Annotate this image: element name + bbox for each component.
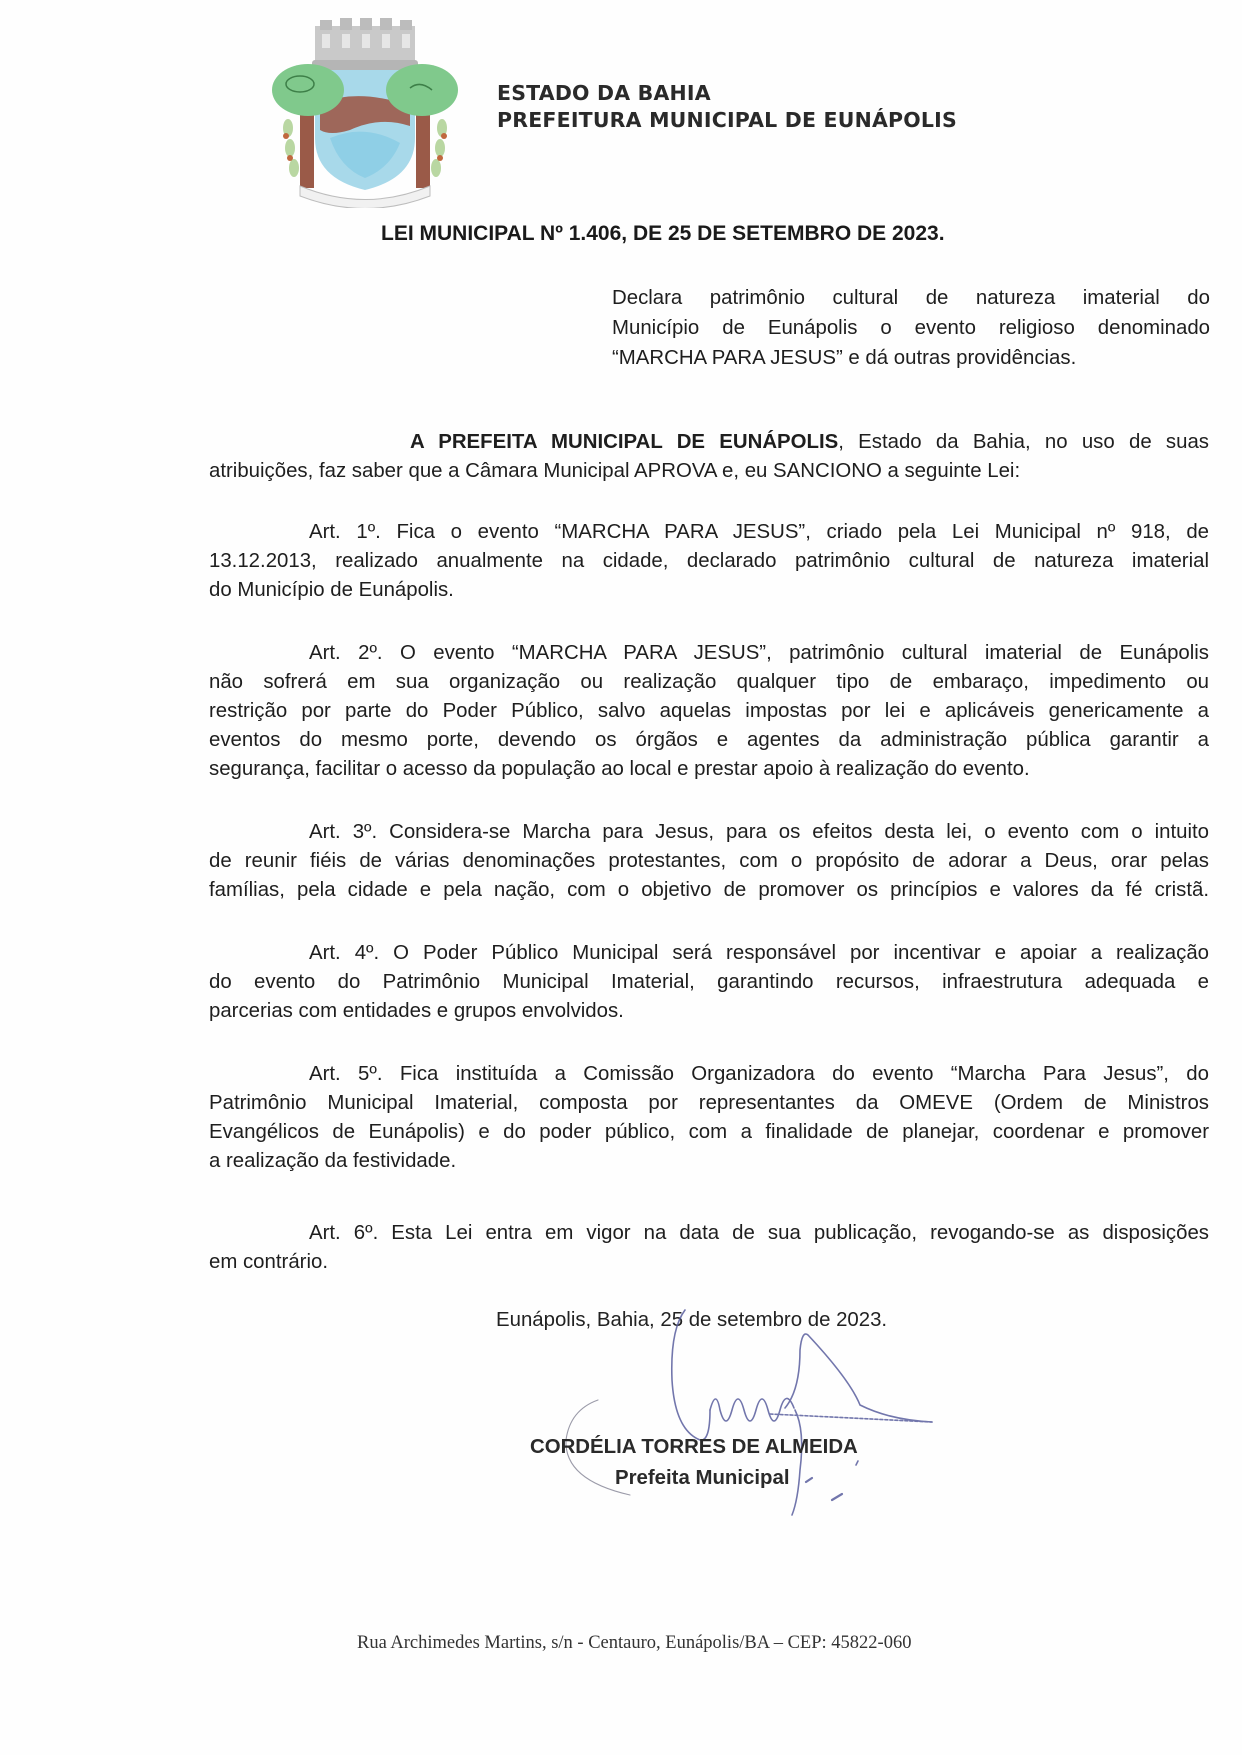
place-and-date: Eunápolis, Bahia, 25 de setembro de 2023. bbox=[496, 1309, 888, 1331]
article-line: do Município de Eunápolis. bbox=[209, 579, 454, 601]
article-line: do evento do Patrimônio Municipal Imaterial, garantindo recursos, infraestrutura adequada e bbox=[209, 971, 1209, 993]
article-line: não sofrerá em sua organização ou realização qualquer tipo de embaraço, impedimento ou bbox=[209, 671, 1209, 693]
article-line: parcerias com entidades e grupos envolvidos. bbox=[209, 1000, 624, 1022]
law-title: LEI MUNICIPAL Nº 1.406, DE 25 DE SETEMBRO DE 2023. bbox=[381, 222, 945, 245]
article-2 bbox=[209, 639, 1209, 784]
article-line: restrição por parte do Poder Público, salvo aquelas impostas por lei e aplicáveis genericamente a bbox=[209, 700, 1209, 722]
article-line: Art. 2º. O evento “MARCHA PARA JESUS”, patrimônio cultural imaterial de Eunápolis bbox=[309, 642, 1209, 664]
signer-name: CORDÉLIA TORRES DE ALMEIDA bbox=[530, 1436, 858, 1458]
law-summary bbox=[612, 283, 1210, 373]
article-6 bbox=[209, 1219, 1209, 1277]
article-line: Art. 1º. Fica o evento “MARCHA PARA JESUS”, criado pela Lei Municipal nº 918, de bbox=[309, 521, 1209, 543]
coat-of-arms-icon bbox=[270, 18, 460, 208]
article-line: Patrimônio Municipal Imaterial, composta por representantes da OMEVE (Ordem de Ministros bbox=[209, 1092, 1209, 1114]
municipality-name: PREFEITURA MUNICIPAL DE EUNÁPOLIS bbox=[497, 108, 957, 132]
article-line: Art. 4º. O Poder Público Municipal será responsável por incentivar e apoiar a realização bbox=[309, 942, 1209, 964]
letterhead bbox=[497, 80, 957, 134]
article-line: em contrário. bbox=[209, 1251, 328, 1273]
preamble-line: atribuições, faz saber que a Câmara Municipal APROVA e, eu SANCIONO a seguinte Lei: bbox=[209, 460, 1021, 482]
article-line: Art. 5º. Fica instituída a Comissão Organizadora do evento “Marcha Para Jesus”, do bbox=[309, 1063, 1209, 1085]
article-line: segurança, facilitar o acesso da população ao local e prestar apoio à realização do evento. bbox=[209, 758, 1030, 780]
article-line: Evangélicos de Eunápolis) e do poder público, com a finalidade de planejar, coordenar e promover bbox=[209, 1121, 1209, 1143]
article-1 bbox=[209, 518, 1209, 605]
preamble bbox=[209, 428, 1209, 486]
article-line: famílias, pela cidade e pela nação, com o objetivo de promover os princípios e valores da fé cristã. bbox=[209, 879, 1209, 901]
state-name: ESTADO DA BAHIA bbox=[497, 81, 711, 105]
article-line: Art. 6º. Esta Lei entra em vigor na data de sua publicação, revogando-se as disposições bbox=[309, 1222, 1209, 1244]
preamble-lead: A PREFEITA MUNICIPAL DE EUNÁPOLIS bbox=[410, 431, 839, 453]
summary-line: Declara patrimônio cultural de natureza imaterial do bbox=[612, 287, 1210, 309]
article-5 bbox=[209, 1060, 1209, 1176]
article-line: Art. 3º. Considera-se Marcha para Jesus, para os efeitos desta lei, o evento com o intuito bbox=[309, 821, 1209, 843]
article-line: 13.12.2013, realizado anualmente na cidade, declarado patrimônio cultural de natureza imaterial bbox=[209, 550, 1209, 572]
article-line: a realização da festividade. bbox=[209, 1150, 457, 1172]
crown-icon bbox=[312, 18, 418, 70]
article-line: de reunir fiéis de várias denominações protestantes, com o propósito de adorar a Deus, orar pelas bbox=[209, 850, 1209, 872]
preamble-line bbox=[209, 428, 1209, 457]
footer-address: Rua Archimedes Martins, s/n - Centauro, Eunápolis/BA – CEP: 45822-060 bbox=[357, 1633, 912, 1653]
article-3 bbox=[209, 818, 1209, 905]
summary-line: “MARCHA PARA JESUS” e dá outras providências. bbox=[612, 347, 1077, 369]
article-line: eventos do mesmo porte, devendo os órgãos e agentes da administração pública garantir a bbox=[209, 729, 1209, 751]
signer-role: Prefeita Municipal bbox=[615, 1467, 790, 1489]
article-4 bbox=[209, 939, 1209, 1026]
summary-line: Município de Eunápolis o evento religioso denominado bbox=[612, 317, 1210, 339]
preamble-rest: , Estado da Bahia, no uso de suas bbox=[838, 431, 1209, 453]
